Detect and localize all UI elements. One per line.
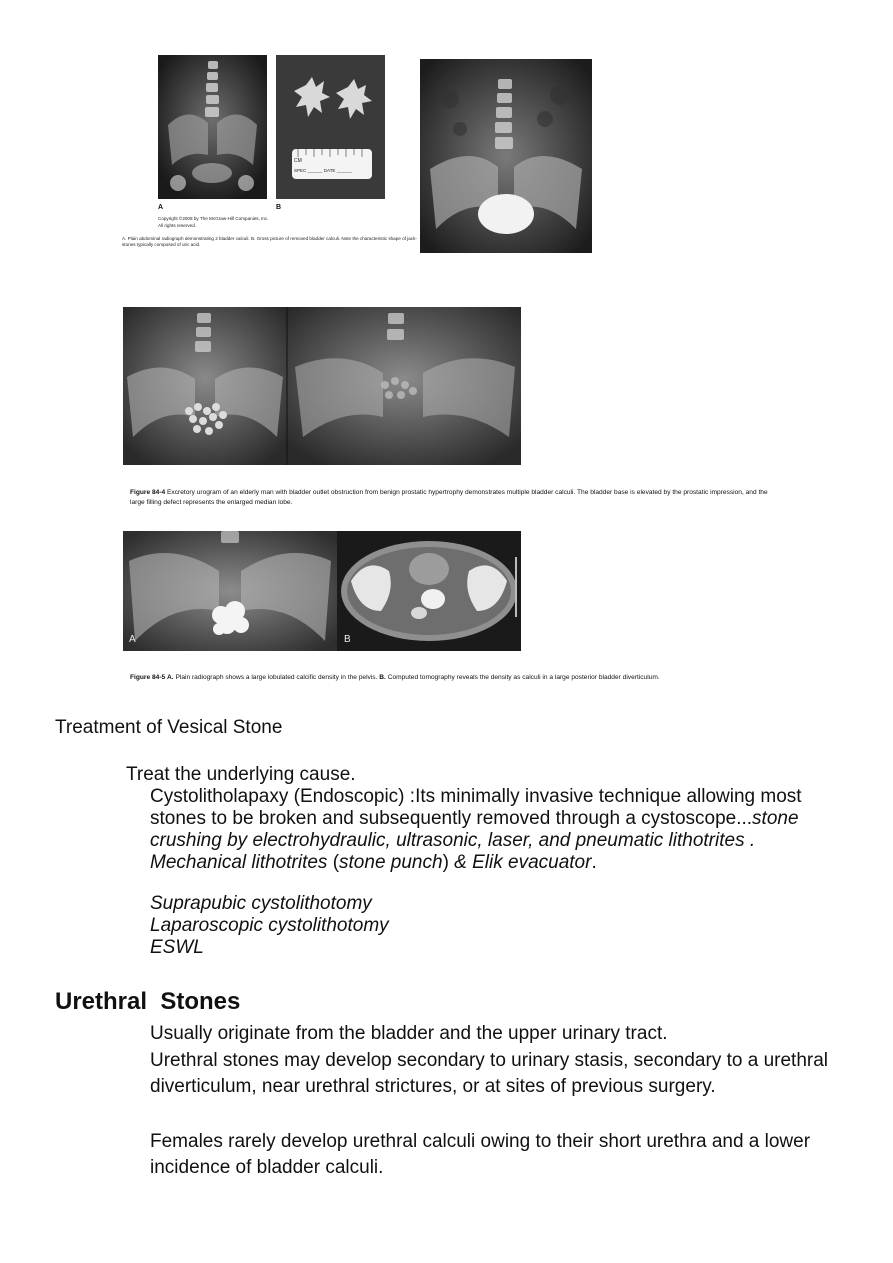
figure-84-5b-ct-scan bbox=[337, 531, 521, 651]
ruler-label: SPEC ______ DATE ______ bbox=[294, 168, 352, 173]
cysto-paren-open: ( bbox=[327, 852, 340, 873]
copyright-line: Copyright ©2008 by The McGraw-Hill Companies, Inc. bbox=[158, 216, 269, 221]
figure-84-5-number: Figure 84-5 bbox=[130, 674, 166, 681]
figure-84-4-text: Excretory urogram of an elderly man with bladder outlet obstruction from benign prostatic hypertrophy demonstrates multiple bladder calculi. The bladder base is elevated by the prostatic impression, and the large filling defect represents the enlarged median lobe. bbox=[130, 489, 768, 506]
figure-84-5-letter-b: B bbox=[344, 634, 351, 645]
cysto-italic-3: & Elik evacuator bbox=[448, 852, 592, 873]
figure-84-5-caption bbox=[130, 673, 830, 683]
treatment-item-eswl: ESWL bbox=[150, 937, 204, 958]
treatment-item-laparoscopic: Laparoscopic cystolithotomy bbox=[150, 915, 389, 936]
cysto-italic-2: stone punch bbox=[339, 852, 443, 873]
cysto-end: . bbox=[591, 852, 597, 873]
top-figure-caption: A. Plain abdominal radiograph demonstrating 2 bladder calculi. B. Gross picture of removed bladder calculi. Note the characteristic shape of jack-stones typically composed of uric acid. bbox=[122, 236, 417, 247]
figure-84-4-caption bbox=[130, 488, 780, 508]
figure-84-4-number: Figure 84-4 bbox=[130, 489, 166, 496]
figure-84-5-letter-a: A bbox=[129, 634, 136, 645]
radiograph-a-image bbox=[158, 55, 267, 199]
rights-line: All rights reserved. bbox=[158, 223, 197, 228]
urethral-paragraph-3: Females rarely develop urethral calculi owing to their short urethra and a lower incidence of bladder calculi. bbox=[150, 1131, 811, 1178]
treatment-item-suprapubic: Suprapubic cystolithotomy bbox=[150, 893, 372, 914]
urogram-bladder-stone-image bbox=[420, 59, 592, 253]
figure-84-5a-radiograph bbox=[123, 531, 337, 651]
cysto-paren-close: ) bbox=[442, 852, 449, 873]
urethral-paragraph-1: Usually originate from the bladder and the upper urinary tract. bbox=[150, 1023, 668, 1044]
gross-calculi-photo bbox=[276, 55, 385, 199]
ruler-unit: CM bbox=[294, 158, 302, 164]
urethral-paragraph-2: Urethral stones may develop secondary to urinary stasis, secondary to a urethral diverticulum, near urethral strictures, or at sites of previous surgery. bbox=[150, 1050, 828, 1097]
panel-letter-a: A bbox=[158, 204, 164, 211]
treatment-cystolitholapaxy bbox=[150, 786, 840, 874]
figure-84-5-marker-a: A. bbox=[167, 674, 174, 681]
cysto-plain-text: Cystolitholapaxy (Endoscopic) :Its minimally invasive technique allowing most stones to be broken and subsequently removed through a cystoscope... bbox=[150, 786, 802, 829]
treatment-heading: Treatment of Vesical Stone bbox=[55, 717, 283, 738]
figure-84-5-marker-b: B. bbox=[379, 674, 386, 681]
figure-84-5-text-b: Computed tomography reveals the density as calculi in a large posterior bladder diverticulum. bbox=[387, 674, 660, 681]
figure-84-4-image bbox=[123, 307, 521, 465]
panel-letter-b: B bbox=[276, 204, 282, 211]
cysto-italic-1: stone crushing by electrohydraulic, ultrasonic, laser, and pneumatic lithotrites . Mechanical lithotrites bbox=[150, 808, 799, 873]
figure-84-5-text-a: Plain radiograph shows a large lobulated calcific density in the pelvis. bbox=[175, 674, 378, 681]
treatment-line-1: Treat the underlying cause. bbox=[126, 764, 356, 785]
urethral-heading: Urethral Stones bbox=[55, 988, 241, 1015]
